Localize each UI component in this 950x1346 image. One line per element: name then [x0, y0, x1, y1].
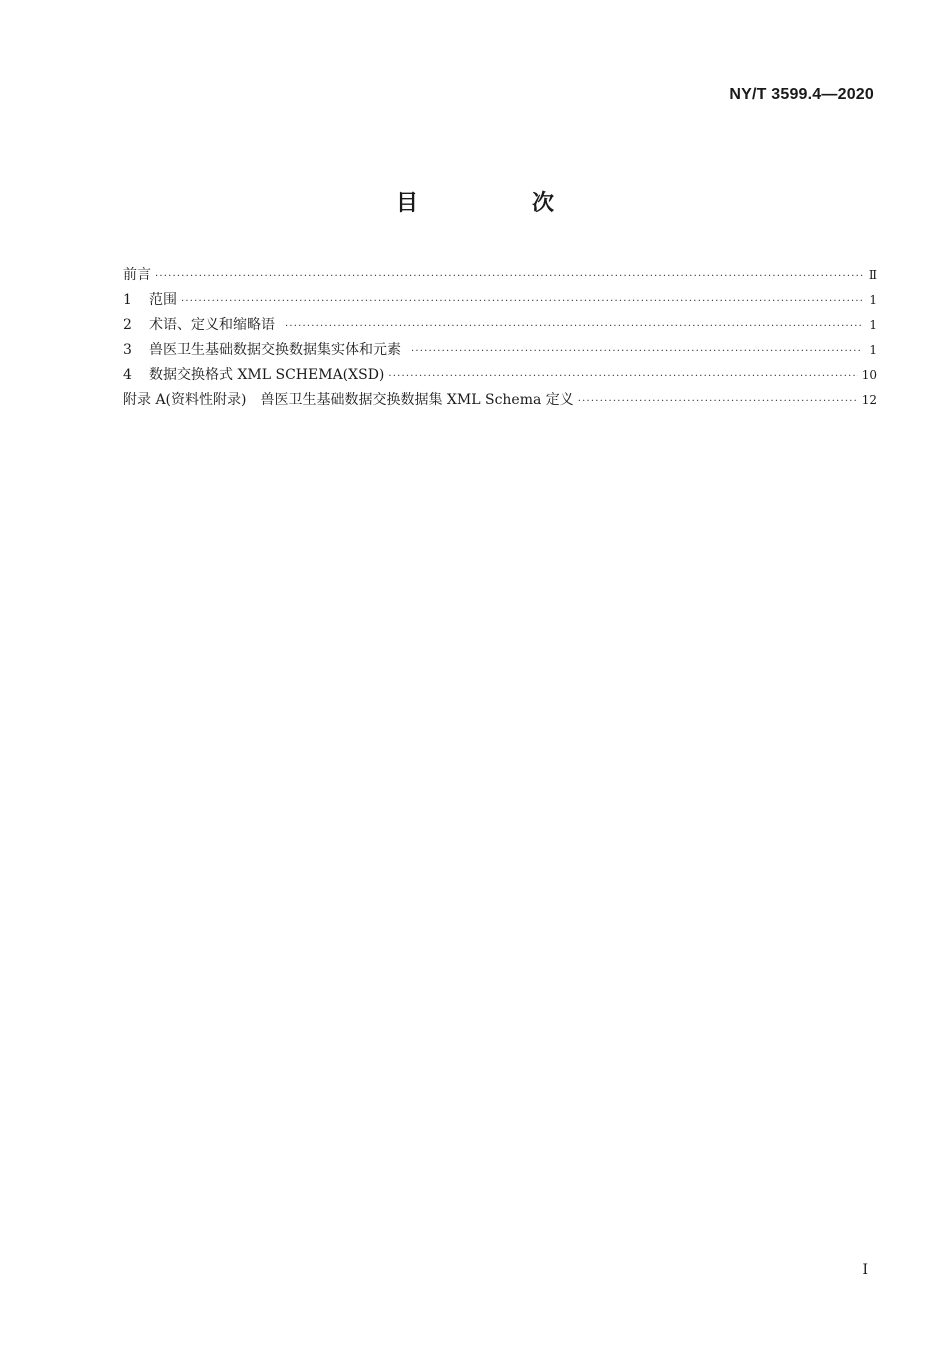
toc-leader-dots — [411, 346, 863, 357]
toc-entry-page: 1 — [869, 343, 877, 357]
toc-entry-appendix-a[interactable] — [123, 389, 877, 414]
toc-leader-dots — [155, 271, 863, 282]
toc-leader-dots — [285, 321, 863, 332]
toc-entry-number: 2 — [123, 317, 132, 333]
page-number: I — [862, 1262, 868, 1278]
toc-entry-entities[interactable] — [123, 339, 877, 364]
toc-entry-page: Ⅱ — [868, 268, 877, 282]
toc-title: 目 次 — [395, 191, 600, 216]
toc-entry-terms[interactable] — [123, 314, 877, 339]
toc-entry-number: 4 — [123, 367, 132, 383]
toc-entry-label: 附录 A(资料性附录) 兽医卫生基础数据交换数据集 XML Schema 定义 — [123, 392, 574, 408]
toc-leader-dots — [578, 396, 858, 407]
table-of-contents — [123, 264, 877, 414]
toc-entry-page: 10 — [861, 368, 877, 382]
toc-leader-dots — [388, 371, 857, 382]
toc-entry-page: 12 — [861, 393, 877, 407]
toc-entry-label: 术语、定义和缩略语 — [149, 317, 275, 333]
toc-entry-label: 数据交换格式 XML SCHEMA(XSD) — [149, 367, 385, 383]
toc-entry-label: 范围 — [149, 292, 177, 308]
toc-entry-page: 1 — [869, 318, 877, 332]
standard-code: NY/T 3599.4—2020 — [729, 86, 874, 103]
toc-entry-foreword[interactable] — [123, 264, 877, 289]
toc-entry-number: 1 — [123, 292, 132, 308]
toc-entry-number: 3 — [123, 342, 132, 358]
toc-entry-label: 兽医卫生基础数据交换数据集实体和元素 — [149, 342, 401, 358]
toc-entry-page: 1 — [869, 293, 877, 307]
toc-entry-xsd[interactable] — [123, 364, 877, 389]
toc-entry-label: 前言 — [123, 267, 151, 283]
toc-entry-scope[interactable] — [123, 289, 877, 314]
toc-leader-dots — [181, 296, 863, 307]
